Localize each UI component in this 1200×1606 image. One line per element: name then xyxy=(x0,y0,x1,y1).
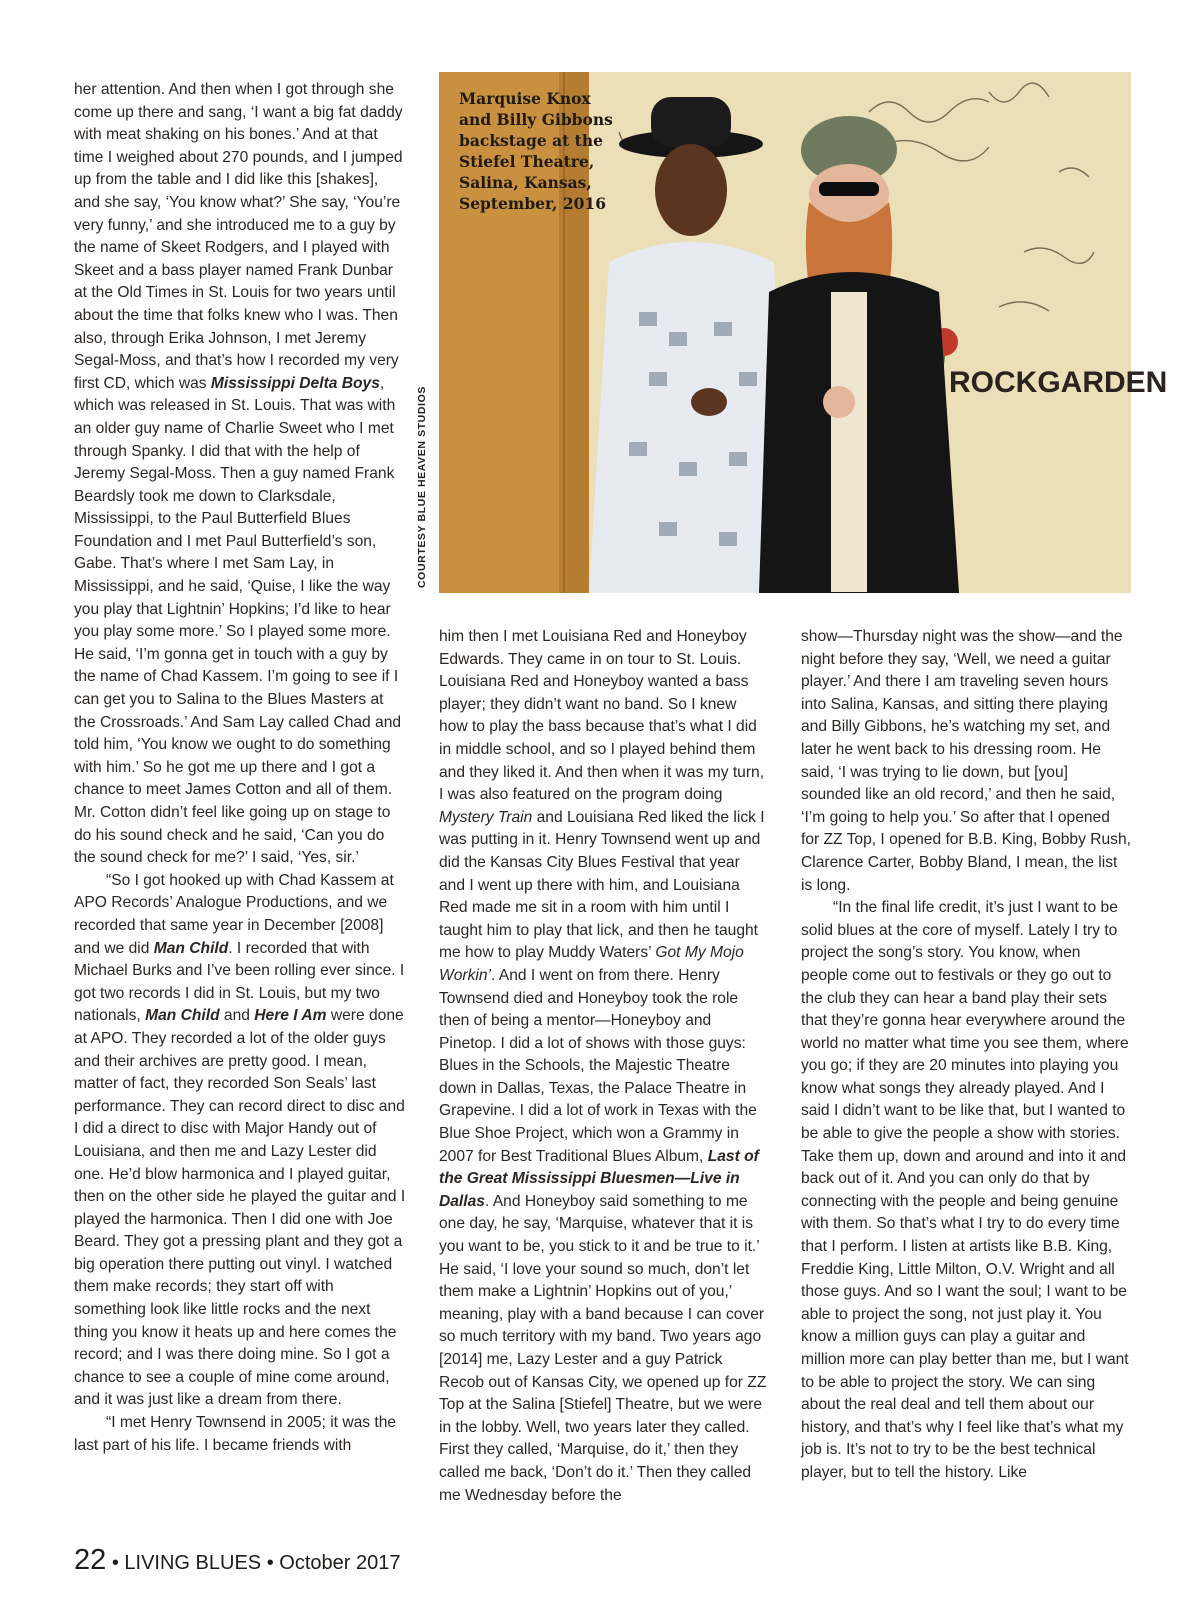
paragraph: “In the final life credit, it’s just I want to be solid blues at the core of myself. Lately I try to project the song’s story. You know, when people come out to festivals or they go out to the club they can hear a band play their sets that they’re gonna hear everywhere around the world no matter what time you see them, where you go; if they are 20 minutes into playing you know what songs they already played. And I said I didn’t want to be like that, but I wanted to be able to give the people a show with stories. Take them up, down and around and into it and back out of it. And you can only do that by connecting with the people and being genuine with them. So that’s what I try to do every time that I perform. I listen at artists like B.B. King, Freddie King, Little Milton, O.V. Wright and all those guys. And so I want the soul; I want to be able to project the song, not just play it. You know a million guys can play a guitar and million more can play better than me, but I want to be able to project the story. We can sing about the real deal and tell them about our history, and that’s why I feel like that’s what my job is. It’s not to try to be the best technical player, but to tell the history. Like xyxy=(801,899,1129,1481)
album-title: Last of the Great Mississippi Bluesmen—Live in Dallas xyxy=(439,1147,759,1210)
paragraph: “So I got hooked up with Chad Kassem at APO Records’ Analogue Productions, and we recorded that same year in December [2008] and we did Man Child. I recorded that with Michael Burks and I’ve been rolling ever since. I got two records I did in St. Louis, but my two nationals, Man Child and Here I Am were done at APO. They recorded a lot of the older guys and their archives are pretty good. I mean, matter of fact, they recorded Son Seals’ last performance. They can record direct to disc and I did a direct to disc with Major Handy out of Louisiana, and then me and Lazy Lester did one. He’d blow harmonica and I played guitar, then on the other side he played the guitar and I played the harmonica. Then I did one with Joe Beard. They got a pressing plant and they got a big operation there putting out vinyl. I watched them make records; they start off with something look like little rocks and the next thing you know it heats up and here comes the record; and I was there doing mine. So I got a chance to see a couple of mine come around, and it was just like a dream from there. xyxy=(74,871,406,1409)
separator: • xyxy=(266,1552,274,1574)
paragraph: “I met Henry Townsend in 2005; it was the last part of his life. I became friends with xyxy=(74,1414,397,1454)
article-column-2 xyxy=(439,626,769,1507)
page-number: 22 xyxy=(74,1544,107,1576)
photo-caption: Marquise Knox and Billy Gibbons backstage at the Stiefel Theatre, Salina, Kansas, September, 2016 xyxy=(459,89,613,213)
article-column-1 xyxy=(74,79,406,1457)
song-title: Got My Mojo Workin’ xyxy=(439,944,744,984)
magazine-name: LIVING BLUES xyxy=(124,1552,262,1574)
page-footer xyxy=(74,1544,400,1577)
paragraph: show—Thursday night was the show—and the night before they say, ‘Well, we need a guitar player.’ And there I am traveling seven hours into Salina, Kansas, and sitting there playing and Billy Gibbons, he’s watching my set, and later he went back to his dressing room. He said, ‘I was trying to lie down, but [you] sounded like an old record,’ and then he said, ‘I’m going to help you.’ So after that I opened for ZZ Top, I opened for B.B. King, Bobby Rush, Clarence Carter, Bobby Bland, I mean, the list is long. xyxy=(801,628,1131,894)
album-title: Man Child xyxy=(153,939,229,957)
photo-credit: COURTESY BLUE HEAVEN STUDIOS xyxy=(416,386,428,588)
song-title: Mystery Train xyxy=(439,808,533,826)
paragraph: him then I met Louisiana Red and Honeyboy Edwards. They came in on tour to St. Louis. Louisiana Red and Honeyboy wanted a bass player; they didn’t want no band. So I knew how to play the bass because that’s what I did in middle school, and so I played behind them and they liked it. And then when it was my turn, I was also featured on the program doing Mystery Train and Louisiana Red liked the lick I was putting in it. Henry Townsend went up and did the Kansas City Blues Festival that year and I went up there with him, and Louisiana Red made me sit in a room with him until I taught him to play that lick, and then he taught me how to play Muddy Waters’ Got My Mojo Workin’. And I went on from there. Henry Townsend died and Honeyboy took the role then of being a mentor—Honeyboy and Pinetop. I did a lot of shows with those guys: Blues in the Schools, the Majestic Theatre down in Dallas, Texas, the Palace Theatre in Grapevine. I did a lot of work in Texas with the Blue Shoe Project, which won a Grammy in 2007 for Best Traditional Blues Album, Last of the Great Mississippi Bluesmen—Live in Dallas. And Honeyboy said something to me one day, he say, ‘Marquise, whatever that it is you want to be, you stick to it and be true to it.’ He said, ‘I love your sound so much, don’t let them make a Lightnin’ Hopkins out of you,’ meaning, play with a band because I can cover so much territory with my band. Two years ago [2014] me, Lazy Lester and a guy Patrick Recob out of Kansas City, we opened up for ZZ Top at the Salina [Stiefel] Theatre, but we were in the lobby. Well, two years later they called. First they called, ‘Marquise, do it,’ then they called me back, ‘Don’t do it.’ Then they called me Wednesday before the xyxy=(439,628,767,1504)
rockgarden-sign: ROCKGARDEN xyxy=(949,366,1168,399)
album-title: Mississippi Delta Boys xyxy=(210,374,380,392)
album-title: Man Child xyxy=(145,1007,220,1025)
photo-marquise-knox-billy-gibbons xyxy=(439,72,1168,593)
album-title: Here I Am xyxy=(254,1007,327,1025)
issue-date: October 2017 xyxy=(279,1552,401,1574)
paragraph: her attention. And then when I got through she come up there and sang, ‘I want a big fat daddy with meat shaking on his bones.’ And at that time I weighed about 270 pounds, and I jumped up from the table and I did like this [shakes], and she say, ‘You know what?’ She say, ‘You’re very funny,’ and she introduced me to a guy by the name of Skeet Rodgers, and I played with Skeet and a bass player named Frank Dunbar at the Old Times in St. Louis for two years until about the time that folks knew who I was. Then also, through Erika Johnson, I met Jeremy Segal-Moss, and that’s how I recorded my very first CD, which was Mississippi Delta Boys, which was released in St. Louis. That was with an older guy name of Charlie Sweet who I met through Spanky. I did that with the help of Jeremy Segal-Moss. Then a guy named Frank Beardsly took me down to Clarksdale, Mississippi, to the Paul Butterfield Blues Foundation and I met Paul Butterfield’s son, Gabe. That’s where I met Sam Lay, in Mississippi, and he said, ‘Quise, I like the way you play that Lightnin’ Hopkins; I’d like to hear you play some more.’ So I played some more. He said, ‘I’m gonna get in touch with a guy by the name of Chad Kassem. I’m going to see if I can get you to Salina to the Blues Masters at the Crossroads.’ And Sam Lay called Chad and told him, ‘You know we ought to do something with him.’ So he got me up there and I got a chance to meet James Cotton and all of them. Mr. Cotton didn’t feel like going up on stage to do his sound check and he said, ‘Can you do the sound check for me?’ I said, ‘Yes, sir.’ xyxy=(74,81,403,867)
separator: • xyxy=(111,1552,119,1574)
article-column-3 xyxy=(801,626,1131,1485)
